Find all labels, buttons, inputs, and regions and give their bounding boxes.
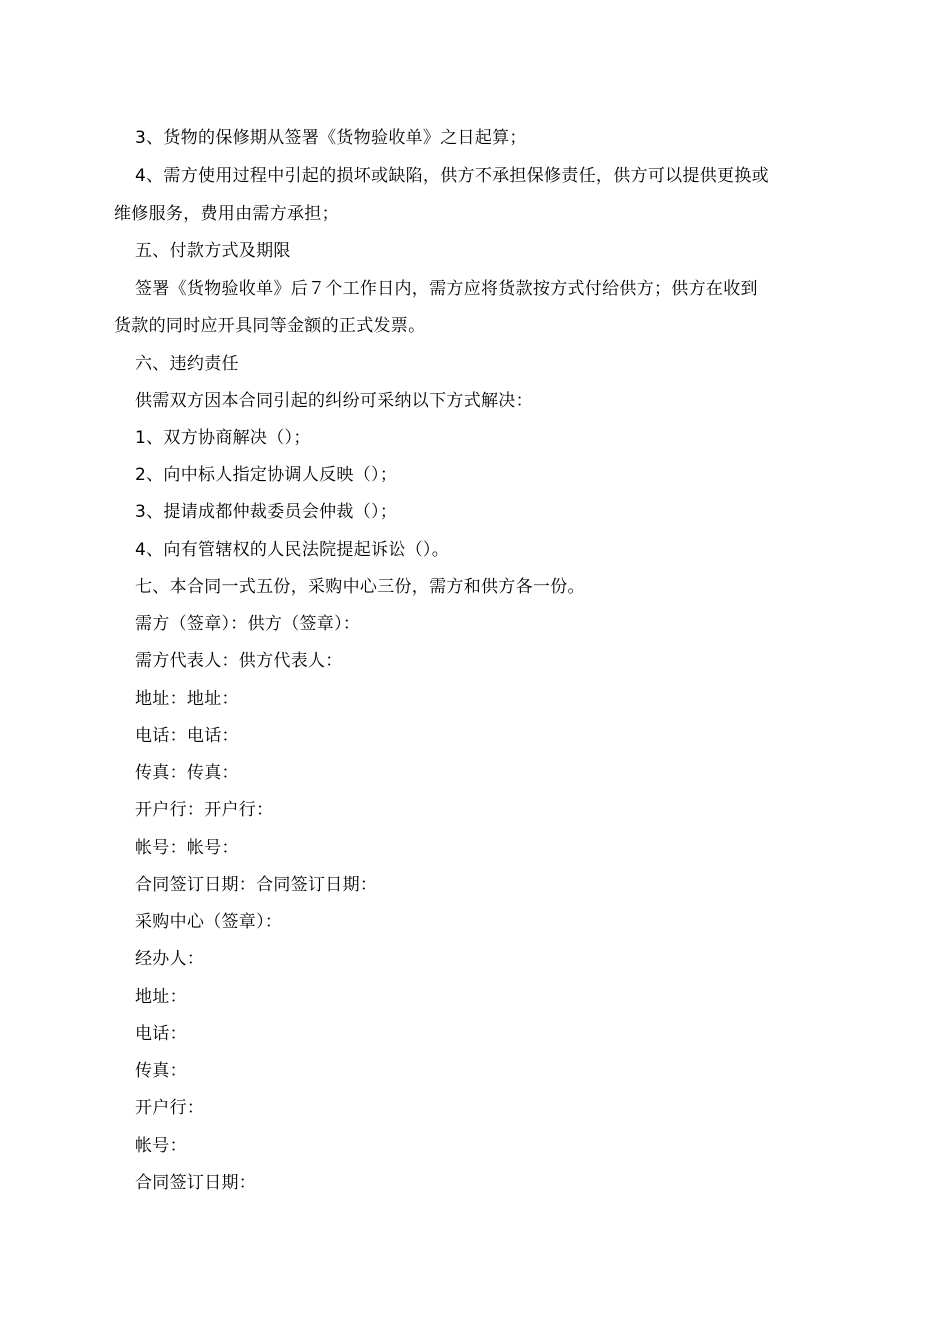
signature-seal-line: 需方（签章）：供方（签章）： [135,614,361,634]
dispute-option-2: 2、向中标人指定协调人反映（）； [135,465,398,485]
dispute-option-4: 4、向有管辖权的人民法院提起诉讼（）。 [135,540,450,560]
clause-4-continuation: 维修服务，费用由需方承担； [114,204,339,224]
center-phone-line: 电话： [135,1024,187,1044]
bank-line: 开户行：开户行： [135,800,274,820]
clause-3-warranty-period: 3、货物的保修期从签署《货物验收单》之日起算； [135,128,527,148]
dispute-resolution-intro: 供需双方因本合同引起的纠纷可采纳以下方式解决： [135,391,533,411]
address-line: 地址：地址： [135,689,239,709]
center-fax-line: 传真： [135,1061,187,1081]
payment-terms-continuation: 货款的同时应开具同等金额的正式发票。 [114,316,426,336]
clause-4-damage-responsibility: 4、需方使用过程中引起的损坏或缺陷，供方不承担保修责任，供方可以提供更换或 [135,166,769,186]
fax-line: 传真：传真： [135,763,239,783]
section-6-heading: 六、违约责任 [135,354,239,374]
section-5-heading: 五、付款方式及期限 [135,241,291,261]
payment-terms-text: 签署《货物验收单》后７个工作日内，需方应将货款按方式付给供方；供方在收到 [135,279,758,299]
phone-line: 电话：电话： [135,726,239,746]
representative-line: 需方代表人：供方代表人： [135,651,343,671]
account-line: 帐号：帐号： [135,838,239,858]
handler-line: 经办人： [135,949,205,969]
dispute-option-1: 1、双方协商解决（）； [135,428,311,448]
center-bank-line: 开户行： [135,1098,205,1118]
center-account-line: 帐号： [135,1136,187,1156]
center-sign-date-line: 合同签订日期： [135,1173,257,1193]
dispute-option-3: 3、提请成都仲裁委员会仲裁（）； [135,502,398,522]
section-7-copies: 七、本合同一式五份，采购中心三份，需方和供方各一份。 [135,577,585,597]
sign-date-line: 合同签订日期：合同签订日期： [135,875,378,895]
center-address-line: 地址： [135,987,187,1007]
procurement-center-seal: 采购中心（签章）： [135,912,283,932]
